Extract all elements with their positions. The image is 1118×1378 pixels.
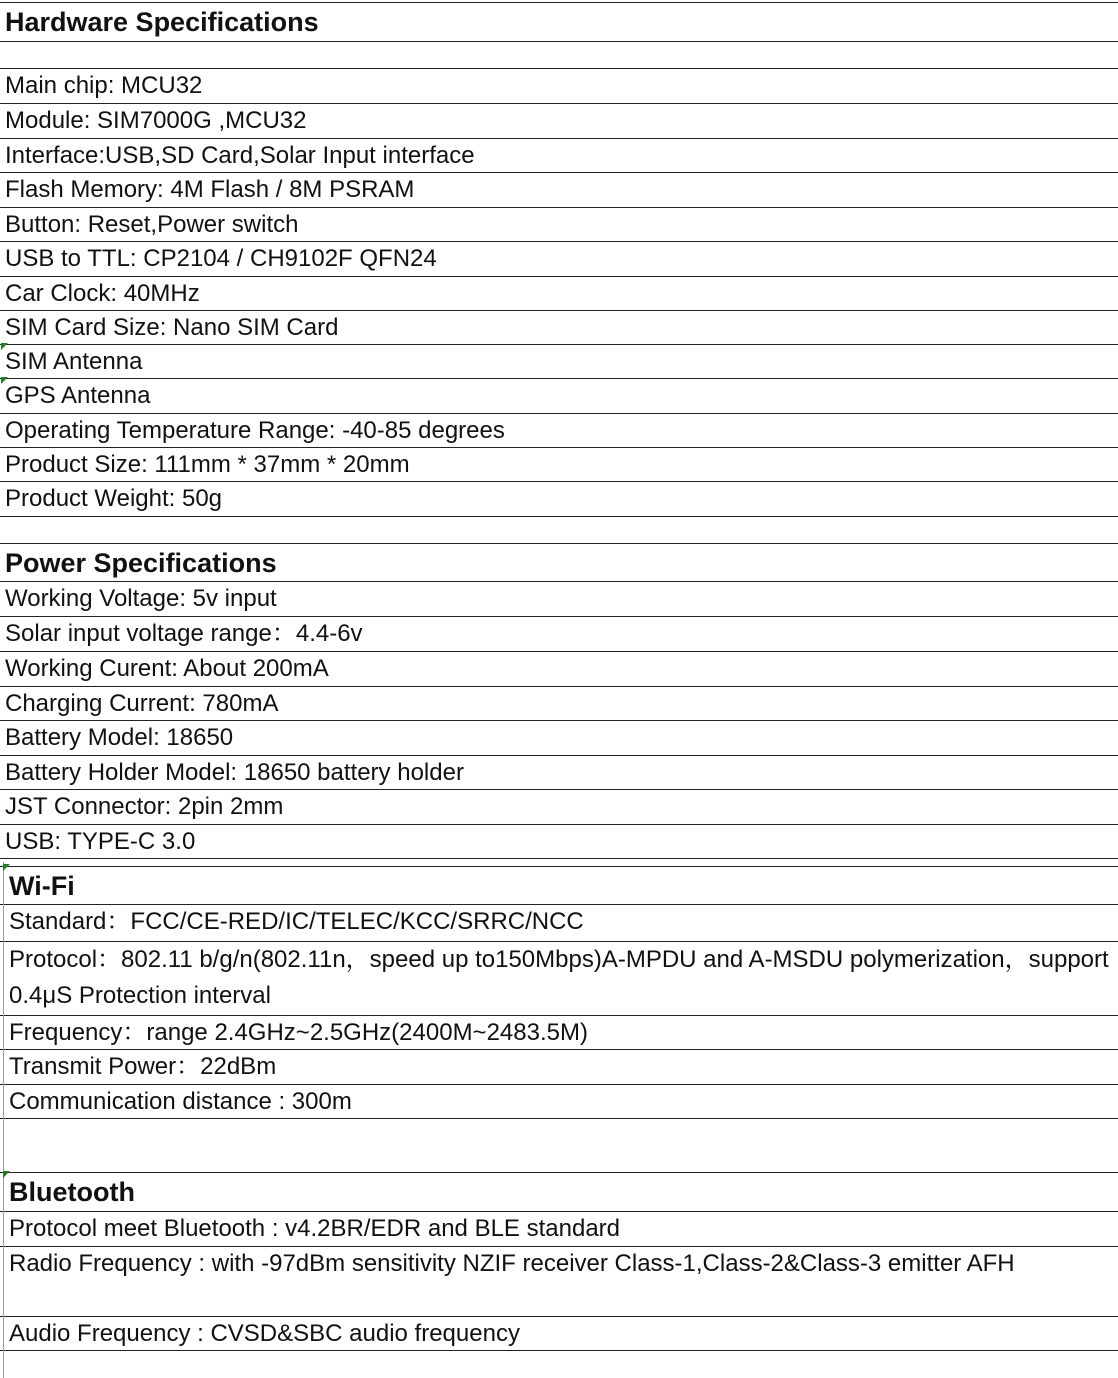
hardware-item-gps-antenna: GPS Antenna — [0, 379, 1118, 414]
cell-marker — [1, 377, 8, 384]
power-item-battery-holder: Battery Holder Model: 18650 battery holder — [0, 756, 1118, 790]
wifi-item-transmit-power: Transmit Power：22dBm — [0, 1050, 1118, 1085]
hardware-item-interface: Interface:USB,SD Card,Solar Input interface — [0, 139, 1118, 173]
hardware-item-temperature: Operating Temperature Range: -40-85 degrees — [0, 414, 1118, 448]
hardware-item-weight: Product Weight: 50g — [0, 482, 1118, 517]
wifi-title: Wi-Fi — [0, 866, 1118, 905]
power-item-battery-model: Battery Model: 18650 — [0, 721, 1118, 756]
bluetooth-item-audio-frequency: Audio Frequency : CVSD&SBC audio frequency — [0, 1317, 1118, 1351]
power-item-solar-voltage: Solar input voltage range：4.4-6v — [0, 617, 1118, 652]
power-item-jst-connector: JST Connector: 2pin 2mm — [0, 790, 1118, 825]
hardware-title: Hardware Specifications — [0, 2, 1118, 42]
hardware-item-sim-antenna: SIM Antenna — [0, 345, 1118, 379]
blank-row — [0, 42, 1118, 69]
hardware-item-button: Button: Reset,Power switch — [0, 208, 1118, 242]
hardware-item-main-chip: Main chip: MCU32 — [0, 69, 1118, 104]
cell-marker — [3, 864, 10, 871]
bluetooth-item-radio-frequency: Radio Frequency : with -97dBm sensitivity NZIF receiver Class-1,Class-2&Class-3 emitter AFH — [0, 1247, 1118, 1317]
hardware-item-module: Module: SIM7000G ,MCU32 — [0, 104, 1118, 139]
power-item-working-current: Working Curent: About 200mA — [0, 652, 1118, 687]
wifi-item-standard: Standard：FCC/CE-RED/IC/TELEC/KCC/SRRC/NCC — [0, 905, 1118, 942]
blank-row — [0, 517, 1118, 544]
hardware-item-flash: Flash Memory: 4M Flash / 8M PSRAM — [0, 173, 1118, 208]
hardware-item-size: Product Size: 111mm * 37mm * 20mm — [0, 448, 1118, 482]
wifi-item-protocol: Protocol：802.11 b/g/n(802.11n，speed up to150Mbps)A-MPDU and A-MSDU polymerization，support 0.4μS Protection interval — [0, 942, 1118, 1016]
hardware-item-usb-ttl: USB to TTL: CP2104 / CH9102F QFN24 — [0, 242, 1118, 277]
bluetooth-title: Bluetooth — [0, 1173, 1118, 1212]
wifi-item-distance: Communication distance : 300m — [0, 1085, 1118, 1119]
power-item-voltage: Working Voltage: 5v input — [0, 582, 1118, 617]
left-border — [3, 862, 4, 1378]
blank-row — [0, 1119, 1118, 1173]
power-item-charging-current: Charging Current: 780mA — [0, 687, 1118, 721]
hardware-item-sim-size: SIM Card Size: Nano SIM Card — [0, 311, 1118, 345]
hardware-item-clock: Car Clock: 40MHz — [0, 277, 1118, 311]
wifi-item-frequency: Frequency：range 2.4GHz~2.5GHz(2400M~2483.5M) — [0, 1016, 1118, 1050]
bluetooth-item-protocol: Protocol meet Bluetooth : v4.2BR/EDR and BLE standard — [0, 1212, 1118, 1247]
power-item-usb: USB: TYPE-C 3.0 — [0, 825, 1118, 859]
cell-marker — [1, 343, 8, 350]
power-title: Power Specifications — [0, 544, 1118, 582]
cell-marker — [3, 1171, 10, 1178]
